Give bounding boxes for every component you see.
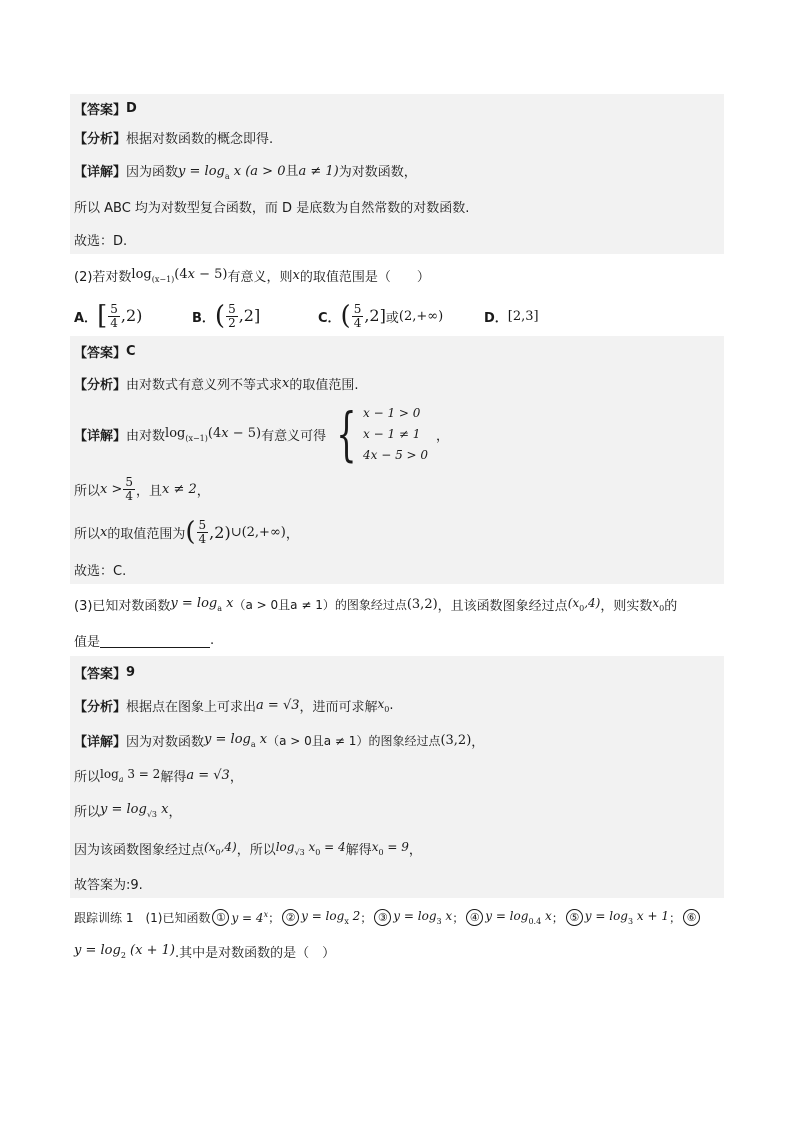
detail-text: 由对数 bbox=[126, 428, 166, 444]
analysis-tag: 【分析】 bbox=[74, 377, 127, 393]
variable-x: x bbox=[282, 375, 290, 391]
circled-number: ⑥ bbox=[683, 909, 700, 926]
variable-x: x bbox=[292, 267, 300, 283]
detail-row-3c: 所以 $y = \log_{√3} x$ ， bbox=[70, 792, 724, 828]
formula-log-expr: $\log_{(x-1)}(4x - 5)$ bbox=[131, 266, 228, 284]
option-a[interactable]: A． [ $\frac{5}{4}$ ,2) bbox=[74, 301, 143, 331]
analysis-text: 由对数式有意义列不等式求 bbox=[126, 377, 283, 393]
question-3: (3)已知对数函数 $y = \log_a x$ （a > 0且a ≠ 1）的图象经过点 (3,2) ，且该函数图象经过点 $(x_0,4)$ ，则实数 $x_0$ 的 bbox=[74, 595, 678, 614]
solution-content bbox=[70, 94, 724, 966]
question-text: 的取值范围是（ ） bbox=[299, 269, 430, 285]
detail-row-2c: 所以 x 的取值范围为 ( $\frac{5}{4}$ ,2) ∪(2,+∞) ， bbox=[70, 510, 724, 554]
detail-row-3d: 因为该函数图象经过点 $(x_0,4)$ ，所以 $\log_{√3} x_0 = 4$ 解得 $x_0 = 9$ ， bbox=[70, 828, 724, 868]
choose-text: 故答案为:9. bbox=[74, 877, 143, 893]
answer-value: D bbox=[126, 100, 137, 116]
answer-tag: 【答案】 bbox=[74, 102, 127, 118]
formula-log-function: $y = \log_a x$ bbox=[170, 595, 234, 613]
detail-row-3: 【详解】 因为对数函数 $y = \log_a x$ （a > 0且a ≠ 1）的图象经过点 (3,2) ， bbox=[70, 722, 724, 758]
analysis-row-1 bbox=[70, 122, 724, 152]
analysis-text: 的取值范围. bbox=[289, 377, 359, 393]
choose-row-2 bbox=[70, 554, 724, 584]
detail-row-2b: 所以 x > $\frac{5}{4}$ ，且 x ≠ 2 ， bbox=[70, 468, 724, 510]
practice-1: 跟踪训练 1 (1)已知函数 ① $y = 4^x$ ； ② $y = \log_x 2$ ； ③ $y = \log_3 x$ ； ④ $y = \log_{0.4} x$ ； ⑤ $y = \log_3 x + 1$ ； ⑥ bbox=[70, 898, 724, 936]
question-text: 有意义，则 bbox=[227, 269, 293, 285]
detail-tag: 【详解】 bbox=[74, 164, 127, 180]
formula-log-function: $y = \log_a x$ (a > 0且a ≠ 1) bbox=[178, 163, 339, 181]
point-x0: $(x_0,4)$ bbox=[567, 595, 601, 613]
options-row-2 bbox=[70, 296, 724, 336]
question-3b: 值是 . bbox=[74, 632, 215, 650]
variable-x: x bbox=[100, 524, 108, 540]
answer-row-3 bbox=[70, 656, 724, 688]
answer-tag: 【答案】 bbox=[74, 345, 127, 361]
option-d[interactable]: D． [2,3] bbox=[484, 308, 539, 326]
analysis-text: 根据对数函数的概念即得. bbox=[126, 131, 274, 147]
detail-text: 有意义可得 bbox=[261, 428, 327, 444]
analysis-tag: 【分析】 bbox=[74, 131, 127, 147]
detail-row-2: 【详解】 由对数 $\log_{(x-1)}(4x - 5)$ 有意义可得 { x − 1 > 0 x − 1 ≠ 1 4x − 5 > 0 ， bbox=[70, 400, 724, 468]
circled-number: ③ bbox=[374, 909, 391, 926]
formula-union: ∪(2,+∞) bbox=[230, 524, 286, 540]
analysis-row-2 bbox=[70, 366, 724, 400]
option-c[interactable]: C． ( $\frac{5}{4}$ ,2] 或 (2,+∞) bbox=[318, 301, 444, 331]
analysis-row-3: 【分析】 根据点在图象上可求出 a = √3 ，进而可求解 $x_0$ . bbox=[70, 688, 724, 722]
circled-number: ② bbox=[282, 909, 299, 926]
question-2 bbox=[70, 254, 724, 296]
choose-text: 故选：D. bbox=[74, 233, 128, 249]
answer-row-1 bbox=[70, 94, 724, 122]
answer-row-2 bbox=[70, 336, 724, 366]
detail-text: 所以 ABC 均为对数型复合函数，而 D 是底数为自然常数的对数函数. bbox=[74, 200, 470, 216]
formula-x-gt: x > bbox=[100, 481, 123, 497]
detail-row-1b bbox=[70, 188, 724, 224]
answer-value: C bbox=[126, 343, 136, 359]
question-text: (2)若对数 bbox=[74, 269, 132, 285]
formula-x-ne: x ≠ 2 bbox=[162, 481, 197, 497]
detail-row-1 bbox=[70, 152, 724, 188]
answer-tag: 【答案】 bbox=[74, 666, 127, 682]
inequality-system: { x − 1 > 0 x − 1 ≠ 1 4x − 5 > 0 bbox=[336, 400, 429, 468]
answer-blank[interactable] bbox=[100, 633, 210, 648]
circled-number: ④ bbox=[466, 909, 483, 926]
detail-text: 因为函数 bbox=[126, 164, 179, 180]
choose-row-1 bbox=[70, 224, 724, 254]
choose-row-3 bbox=[70, 868, 724, 898]
circled-number: ⑤ bbox=[566, 909, 583, 926]
detail-text: 为对数函数， bbox=[338, 164, 417, 180]
detail-tag: 【详解】 bbox=[74, 428, 127, 444]
option-b[interactable]: B． ( $\frac{5}{2}$ ,2] bbox=[192, 301, 261, 331]
formula-log-expr: $\log_{(x-1)}(4x - 5)$ bbox=[165, 425, 262, 443]
practice-1b: $y = \log_2 (x + 1)$ .其中是对数函数的是（ ） bbox=[74, 942, 336, 961]
detail-row-3b: 所以 $\log_a 3 = 2$ 解得 a = √3 ， bbox=[70, 758, 724, 792]
choose-text: 故选：C. bbox=[74, 563, 127, 579]
circled-number: ① bbox=[212, 909, 229, 926]
answer-value: 9 bbox=[126, 664, 136, 680]
